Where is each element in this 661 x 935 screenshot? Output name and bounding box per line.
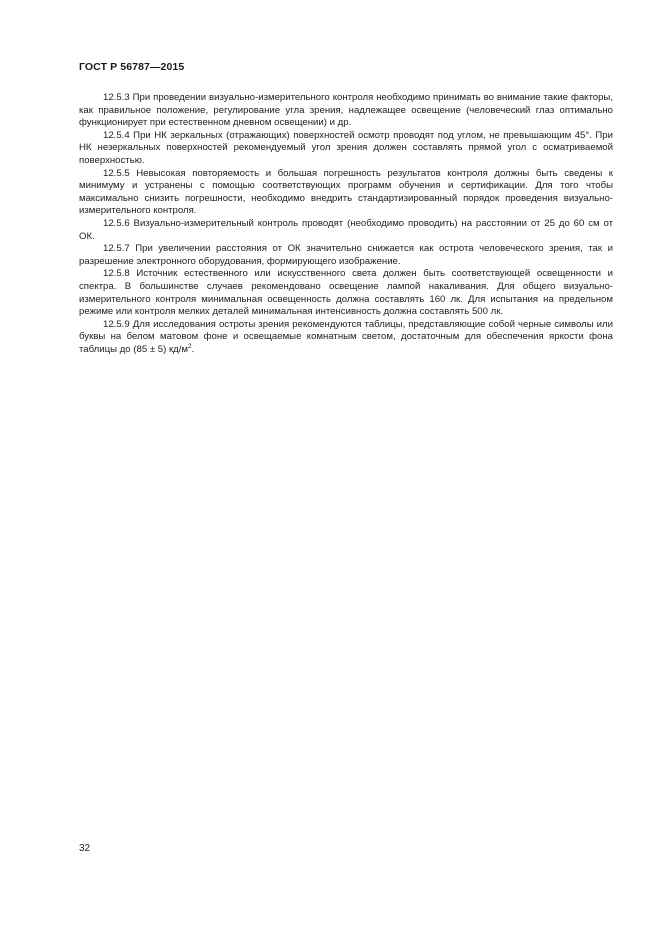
document-standard-id: ГОСТ Р 56787—2015: [79, 61, 185, 73]
paragraph-12-5-4: 12.5.4 При НК зеркальных (отражающих) поверхностей осмотр проводят под углом, не превышающим 45°. При НК незеркальных поверхностей рекомендуемый угол зрения должен составлять прямой угол с осматриваемой поверхностью.: [79, 129, 613, 166]
paragraph-12-5-9: [79, 319, 613, 357]
paragraph-12-5-5: 12.5.5 Невысокая повторяемость и большая погрешность результатов контроля должны быть сведены к минимуму и устранены с помощью соответствующих программ обучения и сертификации. Для того чтобы максимально снизить погрешности, необходимо внедрить стандартизированный порядок проведения визуально-измерительного контроля.: [79, 167, 613, 217]
paragraph-12-5-9-text: 12.5.9 Для исследования остроты зрения рекомендуются таблицы, представляющие собой черные символы или буквы на белом матовом фоне и освещаемые комнатным светом, достаточным для обеспечения яркости фона таблицы до (85 ± 5) кд/м: [79, 318, 613, 355]
page-number: 32: [79, 843, 91, 854]
document-body: [79, 92, 613, 356]
paragraph-12-5-7: 12.5.7 При увеличении расстояния от ОК значительно снижается как острота человеческого зрения, так и разрешение электронного оборудования, формирующего изображение.: [79, 243, 613, 267]
paragraph-12-5-9-suffix: .: [191, 343, 195, 355]
unit-superscript: 2: [188, 342, 192, 350]
paragraph-12-5-8: 12.5.8 Источник естественного или искусственного света должен быть соответствующей освещенности и спектра. В большинстве случаев рекомендовано освещение лампой накаливания. Для общего визуально-измерительного контроля минимальная освещенность должна составлять 160 лк. Для испытания на предельном режиме или контроля мелких деталей минимальная интенсивность должна составлять 500 лк.: [79, 268, 613, 318]
paragraph-12-5-6: 12.5.6 Визуально-измерительный контроль проводят (необходимо проводить) на расстоянии от 25 до 60 см от ОК.: [79, 217, 613, 242]
paragraph-12-5-3: 12.5.3 При проведении визуально-измерительного контроля необходимо принимать во внимание такие факторы, как правильное положение, регулирование угла зрения, надлежащее освещение (человеческий глаз оптимально функционирует при естественном дневном освещении) и др.: [79, 92, 613, 129]
